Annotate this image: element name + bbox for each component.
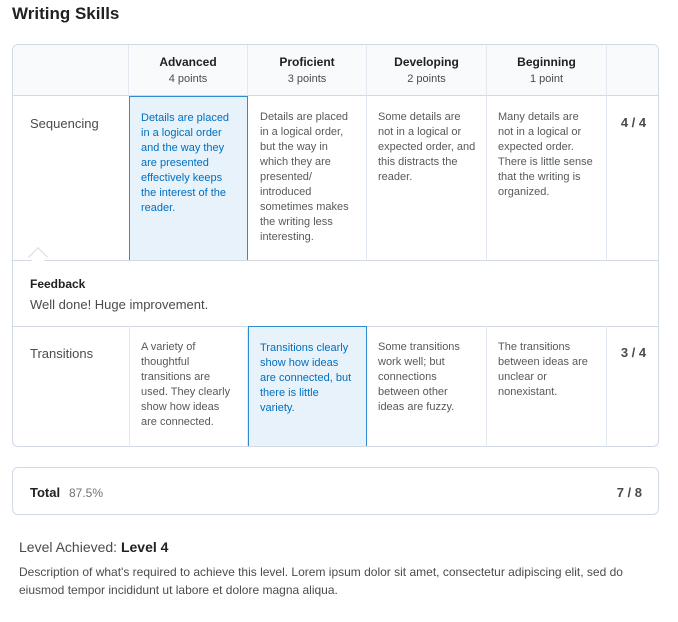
level-header-advanced [129, 45, 248, 96]
level-header-developing [367, 45, 487, 96]
rubric-cell-transitions-advanced[interactable]: A variety of thoughtful transitions are used. They clearly show how ideas are connected. [129, 326, 248, 447]
level-description: Description of what's required to achieve this level. Lorem ipsum dolor sit amet, consectetur adipiscing elit, sed do eiusmod tempor incididunt ut labore et dolore magna aliqua. [19, 565, 623, 597]
level-achieved [19, 539, 168, 555]
criterion-name-transitions: Transitions [30, 346, 94, 361]
row-divider [13, 260, 659, 261]
criterion-score-transitions: 3 / 4 [620, 345, 647, 360]
total-label: Total [30, 485, 61, 500]
level-name: Advanced [159, 55, 217, 69]
level-points: 3 points [287, 73, 327, 85]
header-score-cell [607, 45, 659, 96]
rubric-cell-transitions-developing[interactable]: Some transitions work well; but connections between other ideas are fuzzy. [367, 326, 487, 447]
level-points: 2 points [407, 73, 446, 85]
level-achieved-label: Level Achieved: [19, 539, 118, 555]
level-name: Developing [394, 55, 459, 69]
level-name: Proficient [279, 55, 335, 69]
level-header-beginning [487, 45, 607, 96]
feedback-pointer [28, 247, 48, 267]
total-panel [12, 467, 659, 515]
rubric-table [12, 44, 659, 447]
level-header-proficient [248, 45, 367, 96]
header-empty-cell [13, 45, 129, 96]
rubric-cell-sequencing-developing[interactable]: Some details are not in a logical or expected order, and this distracts the reader. [367, 96, 487, 261]
total-score: 7 / 8 [616, 485, 642, 500]
rubric-cell-sequencing-beginning[interactable]: Many details are not in a logical or expected order. There is little sense that the writing is organized. [487, 96, 607, 261]
rubric-cell-transitions-beginning[interactable]: The transitions between ideas are unclear or nonexistant. [487, 326, 607, 447]
level-name: Beginning [517, 55, 576, 69]
feedback-text: Well done! Huge improvement. [30, 297, 209, 312]
criterion-score-sequencing: 4 / 4 [620, 115, 647, 130]
total-percent: 87.5% [69, 486, 104, 500]
rubric-cell-sequencing-proficient[interactable]: Details are placed in a logical order, but the way in which they are presented/ introduced sometimes makes the writing less interesting. [248, 96, 367, 261]
feedback-label: Feedback [30, 277, 86, 291]
level-points: 4 points [168, 73, 208, 85]
rubric-cell-sequencing-advanced[interactable]: Details are placed in a logical order and the way they are presented effectively keeps the interest of the reader. [129, 96, 248, 261]
level-points: 1 point [529, 73, 564, 85]
criterion-name-sequencing: Sequencing [30, 116, 99, 131]
page-title: Writing Skills [12, 4, 120, 23]
level-achieved-value: Level 4 [120, 539, 169, 555]
rubric-cell-transitions-proficient[interactable]: Transitions clearly show how ideas are connected, but there is little variety. [248, 326, 367, 447]
